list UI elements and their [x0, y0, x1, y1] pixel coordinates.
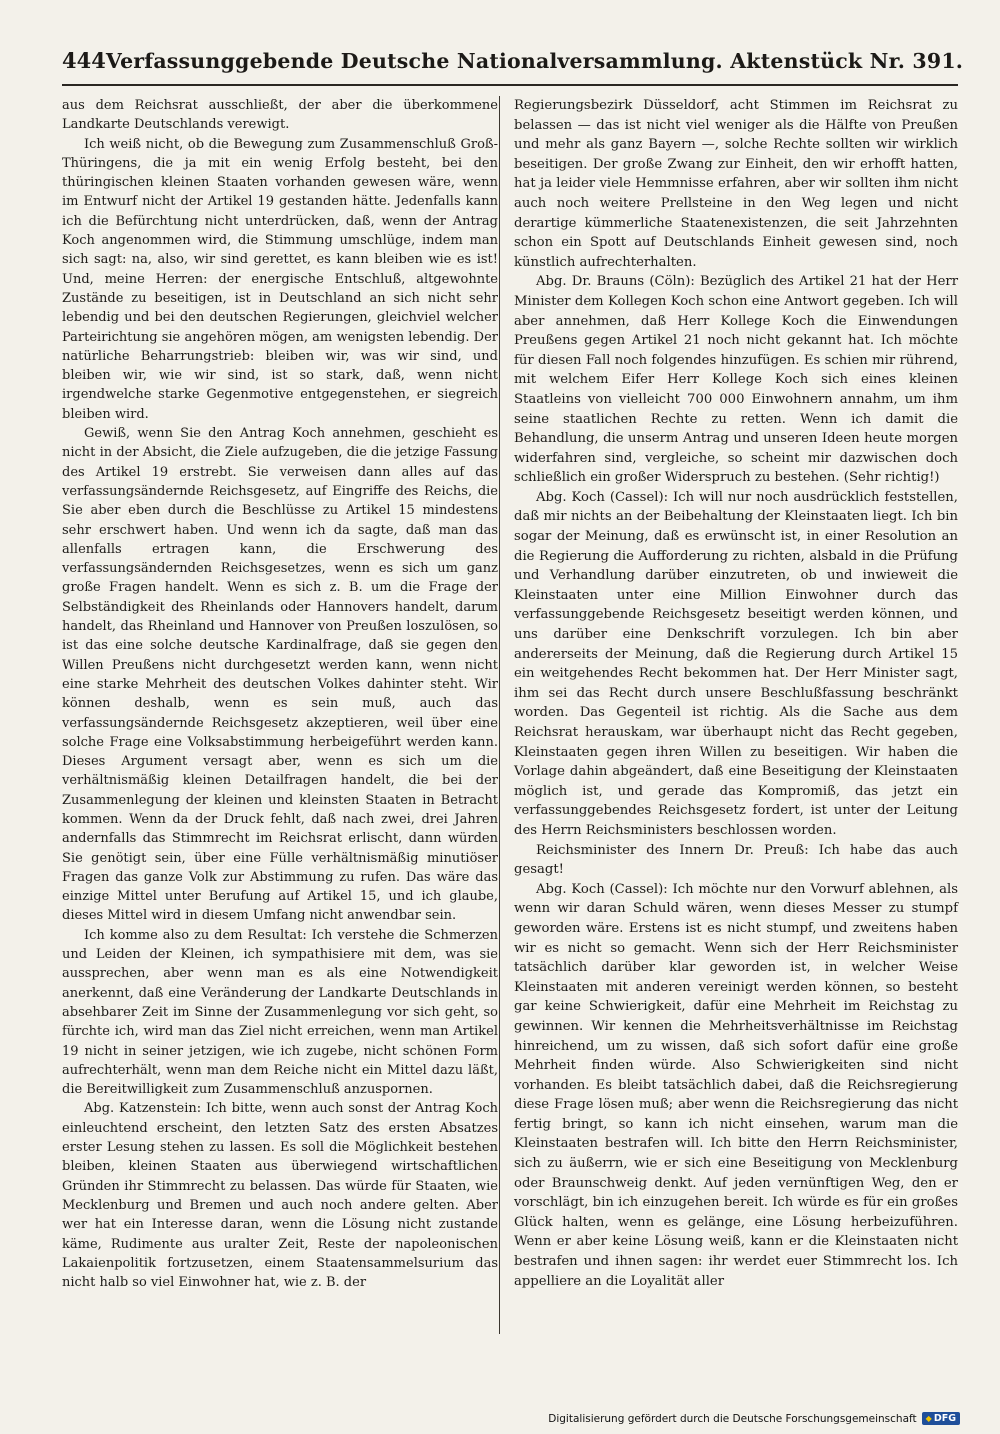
paragraph: Ich komme also zu dem Resultat: Ich verstehe die Schmerzen und Leiden der Kleinen, ich sympathisiere mit dem, was sie aussprechen, aber wenn man es als eine Notwendigkeit anerkennt, daß eine Veränderung der Landkarte Deutschlands in absehbarer Zeit im Sinne der Zusammenlegung vor sich geht, so fürchte ich, wird man das Ziel nicht erreichen, wenn man Artikel 19 nicht in seiner jetzigen, wie ich zugebe, nicht schönen Form aufrechterhält, wenn man dem Reiche nicht ein Mittel dazu läßt, die Bereitwilligkeit zum Zusammenschluß anzuspornen.	[62, 927, 498, 1098]
paragraph: Regierungsbezirk Düsseldorf, acht Stimmen im Reichsrat zu belassen — das ist nicht viel weniger als die Hälfte von Preußen und mehr als ganz Bayern —, solche Rechte sollten wir wirklich beseitigen. Der große Zwang zur Einheit, den wir erhofft hatten, hat ja leider viele Hemmnisse erfahren, aber wir sollten ihm nicht auch noch weitere Prellsteine in den Weg legen und nicht derartige kümmerliche Staatenexistenzen, die seit Jahrzehnten schon ein Spott auf Deutschlands Einheit gewesen sind, noch künstlich aufrechterhalten.	[514, 98, 958, 270]
paragraph: Reichsminister des Innern Dr. Preuß: Ich habe das auch gesagt!	[514, 842, 958, 878]
paragraph: Abg. Koch (Cassel): Ich will nur noch ausdrücklich feststellen, daß mir nichts an der Beibehaltung der Kleinstaaten liegt. Ich bin sogar der Meinung, daß es erwünscht ist, in einer Resolution an die Regierung die Aufforderung zu richten, alsbald in die Prüfung und Verhandlung darüber einzutreten, ob und inwieweit die Kleinstaaten unter eine Million Einwohner durch das verfassunggebende Reichsgesetz beseitigt werden können, und uns darüber eine Denkschrift vorzulegen. Ich bin aber andererseits der Meinung, daß die Regierung durch Artikel 15 ein weitgehendes Recht bekommen hat. Der Herr Minister sagt, ihm sei das Recht durch unsere Beschlußfassung beschränkt worden. Das Gegenteil ist richtig. Als die Sache aus dem Reichsrat herauskam, war überhaupt nicht das Recht gegeben, Kleinstaaten gegen ihren Willen zu beseitigen. Wir haben die Vorlage dahin abgeändert, daß eine Beseitigung der Kleinstaaten möglich ist, und gerade das Kompromiß, das jetzt ein verfassunggebendes Reichsgesetz fordert, ist unter der Leitung des Herrn Reichsministers beschlossen worden.	[514, 489, 958, 838]
text-columns	[62, 96, 958, 1338]
page-header	[62, 48, 964, 86]
column-divider	[499, 96, 500, 1334]
left-column	[62, 96, 498, 1292]
paragraph: Abg. Katzenstein: Ich bitte, wenn auch sonst der Antrag Koch einleuchtend erscheint, den letzten Satz des ersten Absatzes erster Lesung stehen zu lassen. Es soll die Möglichkeit bestehen bleiben, kleinen Staaten aus überwiegend wirtschaftlichen Gründen ihr Stimmrecht zu belassen. Das würde für Staaten, wie Mecklenburg und Bremen und auch noch andere gelten. Aber wer hat ein Interesse daran, wenn die Lösung nicht zustande käme, Rudimente aus uralter Zeit, Reste der napoleonischen Lakaienpolitik fortzusetzen, einem Staatensammelsurium das nicht halb so viel Einwohner hat, wie z. B. der	[62, 1101, 498, 1291]
paragraph: Gewiß, wenn Sie den Antrag Koch annehmen, geschieht es nicht in der Absicht, die Ziele aufzugeben, die die jetzige Fassung des Artikel 19 erstrebt. Sie verweisen dann alles auf das verfassungsändernde Reichsgesetz, auf Eingriffe des Reichs, die Sie aber eben durch die Beschlüsse zu Artikel 15 mindestens sehr erschwert haben. Und wenn ich da sagte, daß man das allenfalls ertragen kann, die Erschwerung des verfassungsändernden Reichsgesetzes, wenn es sich um ganz große Fragen handelt. Wenn es sich z. B. um die Frage der Selbständigkeit des Rheinlands oder Hannovers handelt, darum handelt, das Rheinland und Hannover von Preußen loszulösen, so ist das eine solche deutsche Kardinalfrage, daß sie gegen den Willen Preußens nicht durchgesetzt werden kann, wenn nicht eine starke Mehrheit des deutschen Volkes dahinter steht. Wir können deshalb, wenn es sein muß, auch das verfassungsändernde Reichsgesetz akzeptieren, weil über eine solche Frage eine Volksabstimmung herbeigeführt werden kann. Dieses Argument versagt aber, wenn es sich um die verhältnismäßig kleinen Detailfragen handelt, die bei der Zusammenlegung der kleinen und kleinsten Staaten in Betracht kommen. Wenn da der Druck fehlt, daß nach zwei, drei Jahren andernfalls das Stimmrecht im Reichsrat erlischt, dann würden Sie genötigt sein, über eine Fülle verhältnismäßig minutiöser Fragen das ganze Volk zur Abstimmung zu rufen. Das wäre das einzige Mittel unter Berufung auf Artikel 15, und ich glaube, dieses Mittel wird in diesem Umfang nicht anwendbar sein.	[62, 426, 498, 924]
running-title: Verfassunggebende Deutsche Nationalversammlung. Aktenstück Nr. 391.	[105, 49, 964, 73]
page-number: 444	[62, 48, 106, 73]
right-column	[514, 96, 958, 1291]
paragraph: Ich weiß nicht, ob die Bewegung zum Zusammenschluß Groß-Thüringens, die ja mit ein wenig Erfolg besteht, bei den thüringischen kleinen Staaten vorhanden gewesen wäre, wenn im Entwurf nicht der Artikel 19 gestanden hätte. Jedenfalls kann ich die Befürchtung nicht unterdrücken, daß, wenn der Antrag Koch angenommen wird, die Stimmung umschlüge, indem man sich sagt: na, also, wir sind gerettet, es kann bleiben wie es ist! Und, meine Herren: der energische Entschluß, altgewohnte Zustände zu beseitigen, ist in Deutschland an sich nicht sehr lebendig und bei den deutschen Regierungen, gleichviel welcher Parteirichtung sie angehören mögen, am wenigsten lebendig. Der natürliche Beharrungstrieb: bleiben wir, was wir sind, und bleiben wir, wie wir sind, ist so stark, daß, wenn nicht irgendwelche starke Gegenmotive entgegenstehen, er siegreich bleiben wird.	[62, 136, 498, 422]
digitization-credit	[548, 1412, 960, 1425]
credit-text: Digitalisierung gefördert durch die Deutsche Forschungsgemeinschaft	[548, 1412, 917, 1425]
paragraph: aus dem Reichsrat ausschließt, der aber die überkommene Landkarte Deutschlands verewigt.	[62, 98, 498, 133]
paragraph: Abg. Dr. Brauns (Cöln): Bezüglich des Artikel 21 hat der Herr Minister dem Kollegen Koch schon eine Antwort gegeben. Ich will aber annehmen, daß Herr Kollege Koch die Einwendungen Preußens gegen Artikel 21 noch nicht gekannt hat. Ich möchte für diesen Fall noch folgendes hinzufügen. Es schien mir rührend, mit welchem Eifer Herr Kollege Koch sich eines kleinen Staatleins von vielleicht 700 000 Einwohnern annahm, um ihm seine staatlichen Rechte zu retten. Wenn ich damit die Behandlung, die unserm Antrag und unseren Ideen heute morgen widerfahren sind, vergleiche, so scheint mir dazwischen doch schließlich ein großer Widerspruch zu bestehen. (Sehr richtig!)	[514, 274, 958, 486]
paragraph: Abg. Koch (Cassel): Ich möchte nur den Vorwurf ablehnen, als wenn wir daran Schuld wären, wenn dieses Messer zu stumpf geworden wäre. Erstens ist es nicht stumpf, und zweitens haben wir es nicht so gemacht. Wenn sich der Herr Reichsminister tatsächlich darüber klar geworden ist, in welcher Weise Kleinstaaten mit anderen vereinigt werden können, so besteht gar keine Schwierigkeit, dafür eine Mehrheit im Reichstag zu gewinnen. Wir kennen die Mehrheitsverhältnisse im Reichstag hinreichend, um zu wissen, daß sich sofort dafür eine große Mehrheit finden würde. Also Schwierigkeiten sind nicht vorhanden. Es bleibt tatsächlich dabei, daß die Reichsregierung diese Frage lösen muß; aber wenn die Reichsregierung das nicht fertig bringt, so kann ich nicht einsehen, warum man die Kleinstaaten bestrafen will. Ich bitte den Herrn Reichsminister, sich zu äußerrn, wie er sich eine Beseitigung von Mecklenburg oder Braunschweig denkt. Auf jeden vernünftigen Weg, den er vorschlägt, bin ich einzugehen bereit. Ich würde es für ein großes Glück halten, wenn es gelänge, eine Lösung herbeizuführen. Wenn er aber keine Lösung weiß, kann er die Kleinstaaten nicht bestrafen und ihnen sagen: ihr werdet euer Stimmrecht los. Ich appelliere an die Loyalität aller	[514, 881, 958, 1289]
dfg-logo-icon: ◆ DFG	[922, 1412, 960, 1425]
